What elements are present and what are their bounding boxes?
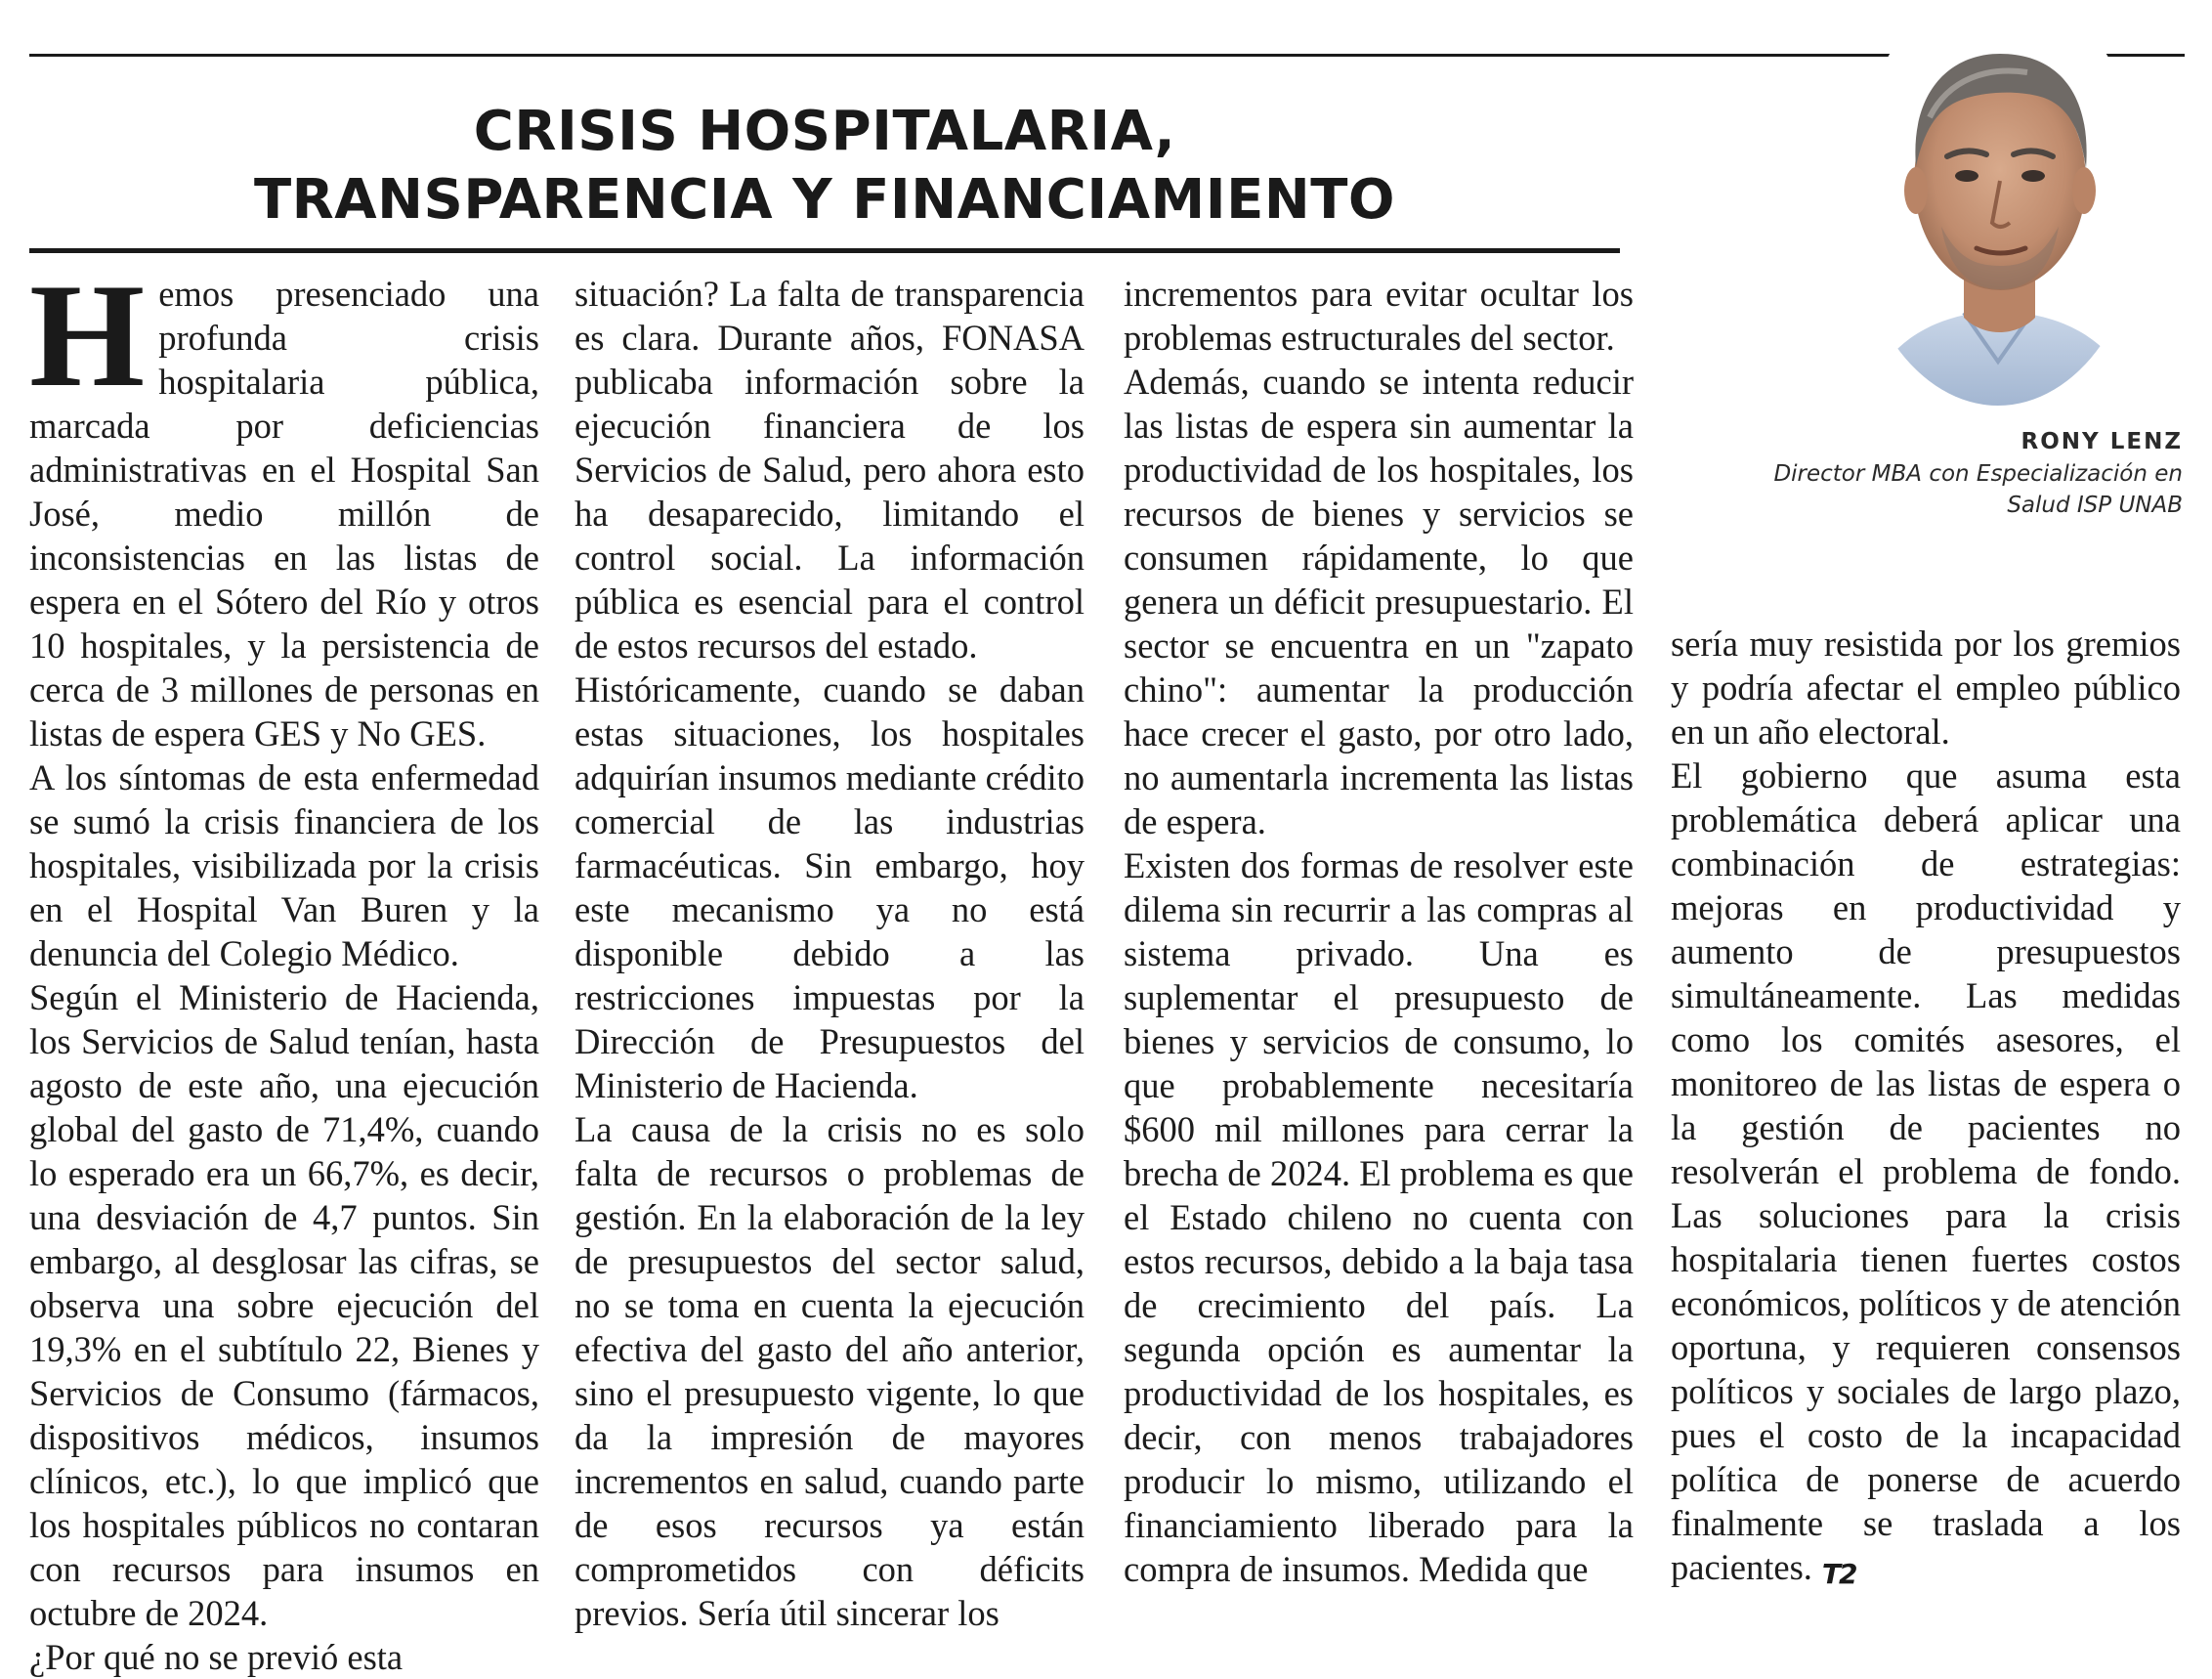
paragraph-text: emos presenciado una profunda crisis hospitalaria pública, marcada por deficiencias administrativas en el Hospital San José, medio millón de inconsistencias en las listas de espera en el Sótero del Río y otros 10 hospitales, y la persistencia de cerca de 3 millones de personas en listas de espera GES y No GES.	[29, 274, 539, 753]
paragraph: ¿Por qué no se previó esta	[29, 1637, 404, 1677]
author-portrait	[1842, 0, 2145, 415]
publication-logo: T2	[1821, 1558, 1856, 1590]
paragraph: sería muy resistida por los gremios y podría afectar el empleo público en un año electoral.	[1671, 624, 2181, 752]
paragraph-text: El gobierno que asuma esta problemática deberá aplicar una combinación de estrategias: mejoras en productividad y aumento de presupuestos simultáneamente. Las medidas como los comités asesores, el monitoreo de las listas de espera o la gestión de pacientes no resolverán el problema de fondo. Las soluciones para la crisis hospitalaria tienen fuertes costos económicos, políticos y de atención oportuna, y requieren consensos políticos y sociales de largo plazo, pues el costo de la incapacidad política de ponerse de acuerdo finalmente se traslada a los pacientes.	[1671, 755, 2182, 1587]
paragraph: Según el Ministerio de Hacienda, los Servicios de Salud tenían, hasta agosto de este año, una ejecución global del gasto de 71,4%, cuando lo esperado era un 66,7%, es decir, una desviación de 4,7 puntos. Sin embargo, al desglosar las cifras, se observa una sobre ejecución del 19,3% en el subtítulo 22, Bienes y Servicios de Consumo (fármacos, dispositivos médicos, insumos clínicos, etc.), lo que implicó que los hospitales públicos no contaran con recursos para insumos en octubre de 2024.	[29, 977, 539, 1633]
article-column-2	[574, 272, 1085, 1635]
article-column-3	[1124, 272, 1634, 1591]
paragraph: Existen dos formas de resolver este dilema sin recurrir a las compras al sistema privado. Una es suplementar el presupuesto de bienes y servicios de consumo, lo que probablemente necesitaría $600 mil millones para cerrar la brecha de 2024. El problema es que el Estado chileno no cuenta con estos recursos, debido a la baja tasa de crecimiento del país. La segunda opción es aumentar la productividad de los hospitales, es decir, con menos trabajadores producir lo mismo, utilizando el financiamiento liberado para la compra de insumos. Medida que	[1124, 845, 1634, 1589]
headline-rule	[29, 248, 1620, 253]
author-role-line-2: Salud ISP UNAB	[2007, 493, 2183, 518]
paragraph: Históricamente, cuando se daban estas situaciones, los hospitales adquirían insumos mediante crédito comercial de las industrias farmacéuticas. Sin embargo, hoy este mecanismo ya no está disponible debido a las restricciones impuestas por la Dirección de Presupuestos del Ministerio de Hacienda.	[574, 669, 1085, 1105]
headline-line-1: CRISIS HOSPITALARIA,	[473, 100, 1176, 163]
article-column-4	[1671, 622, 2181, 1596]
paragraph: A los síntomas de esta enfermedad se sumó la crisis financiera de los hospitales, visibilizada por la crisis en el Hospital Van Buren y la denuncia del Colegio Médico.	[29, 757, 539, 973]
headline-line-2: TRANSPARENCIA Y FINANCIAMIENTO	[253, 168, 1396, 232]
author-role-line-1: Director MBA con Especialización en	[1773, 461, 2183, 487]
paragraph: La causa de la crisis no es solo falta de recursos o problemas de gestión. En la elaboración de la ley de presupuestos del sector salud, no se toma en cuenta la ejecución efectiva del gasto del año anterior, sino el presupuesto vigente, lo que da la impresión de mayores incrementos en salud, cuando parte de esos recursos ya están comprometidos con déficits previos. Sería útil sincerar los	[574, 1109, 1085, 1633]
paragraph	[1671, 753, 2181, 1596]
headline	[29, 98, 1620, 235]
article-column-1	[29, 253, 539, 1679]
paragraph: Además, cuando se intenta reducir las listas de espera sin aumentar la productividad de los hospitales, los recursos de bienes y servicios se consumen rápidamente, lo que genera un déficit presupuestario. El sector se encuentra en un "zapato chino": aumentar la producción hace crecer el gasto, por otro lado, no aumentarla incrementa las listas de espera.	[1124, 362, 1634, 841]
paragraph: incrementos para evitar ocultar los problemas estructurales del sector.	[1124, 274, 1634, 358]
paragraph: situación? La falta de transparencia es clara. Durante años, FONASA publicaba información sobre la ejecución financiera de los Servicios de Salud, pero ahora esto ha desaparecido, limitando el control social. La información pública es esencial para el control de estos recursos del estado.	[574, 274, 1085, 666]
drop-cap: H	[29, 253, 146, 417]
author-name: RONY LENZ	[2021, 429, 2183, 454]
author-byline	[1675, 425, 2183, 521]
paragraph	[29, 253, 539, 755]
